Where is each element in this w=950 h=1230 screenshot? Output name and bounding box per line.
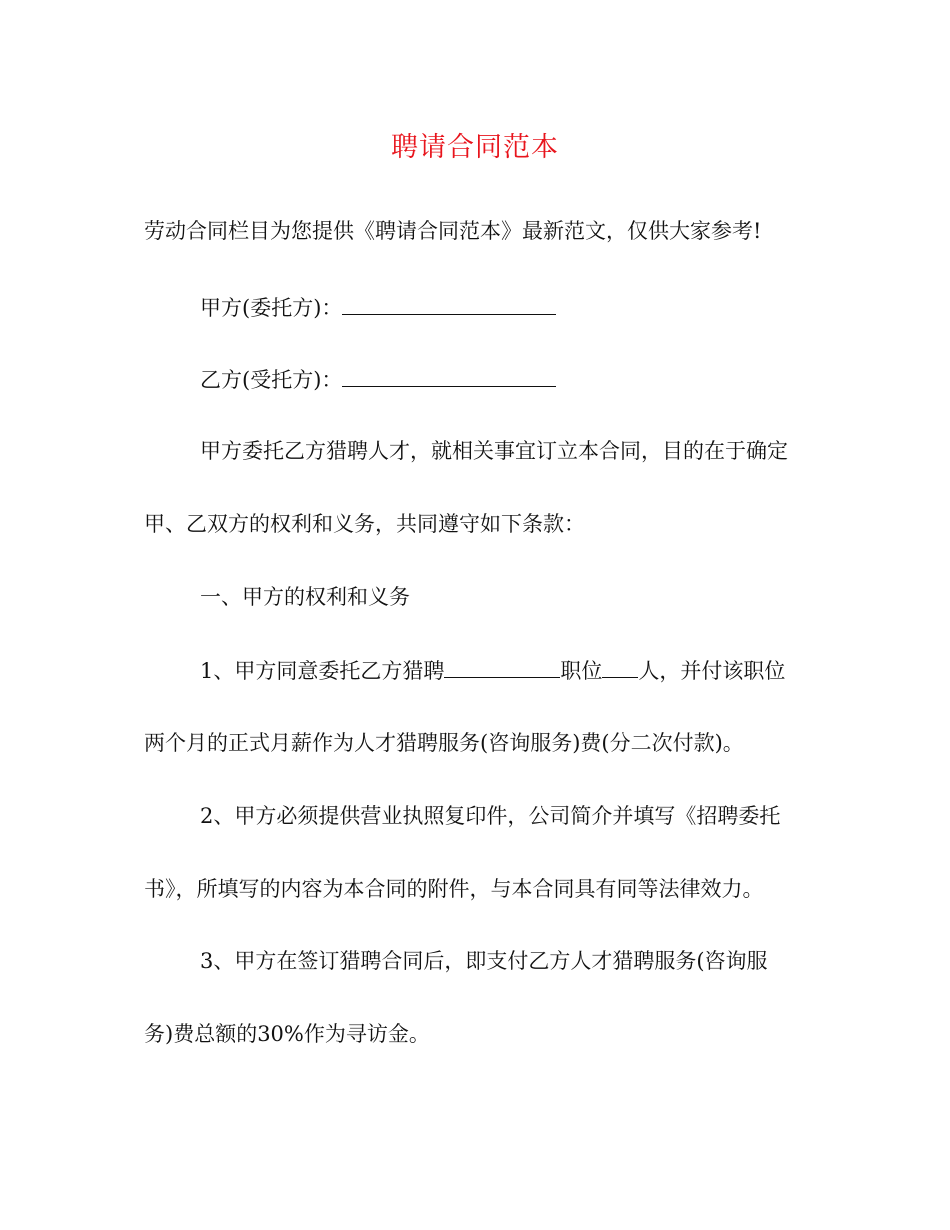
party-a-blank: [342, 292, 556, 315]
intro-text: 劳动合同栏目为您提供《聘请合同范本》最新范文，仅供大家参考!: [144, 219, 762, 243]
clause-1-part-a: 1、甲方同意委托乙方猎聘: [200, 659, 445, 683]
preamble-line-1: 甲方委托乙方猎聘人才，就相关事宜订立本合同，目的在于确定: [200, 439, 788, 463]
clause-1-line-1: [200, 655, 785, 686]
section-1-heading: 一、甲方的权利和义务: [200, 585, 410, 609]
clause-3-line-2: 务)费总额的30%作为寻访金。: [144, 1022, 430, 1046]
clause-1-part-b: 职位: [560, 659, 603, 683]
preamble-line-2: 甲、乙双方的权利和义务，共同遵守如下条款：: [144, 512, 585, 536]
position-blank: [444, 655, 560, 678]
party-a-line: [200, 292, 556, 323]
party-a-label: 甲方(委托方)：: [200, 296, 343, 320]
document-title: 聘请合同范本: [391, 132, 559, 163]
party-b-line: [200, 364, 556, 395]
clause-2-line-2: 书》，所填写的内容为本合同的附件，与本合同具有同等法律效力。: [144, 877, 764, 901]
clause-1-part-c: 人，并付该职位: [638, 659, 786, 683]
party-b-blank: [342, 364, 556, 387]
clause-3-line-1: 3、甲方在签订猎聘合同后，即支付乙方人才猎聘服务(咨询服: [200, 949, 768, 973]
clause-2-line-1: 2、甲方必须提供营业执照复印件，公司简介并填写《招聘委托: [200, 804, 781, 828]
headcount-blank: [602, 655, 638, 678]
clause-1-line-2: 两个月的正式月薪作为人才猎聘服务(咨询服务)费(分二次付款)。: [144, 731, 744, 755]
party-b-label: 乙方(受托方)：: [200, 368, 343, 392]
